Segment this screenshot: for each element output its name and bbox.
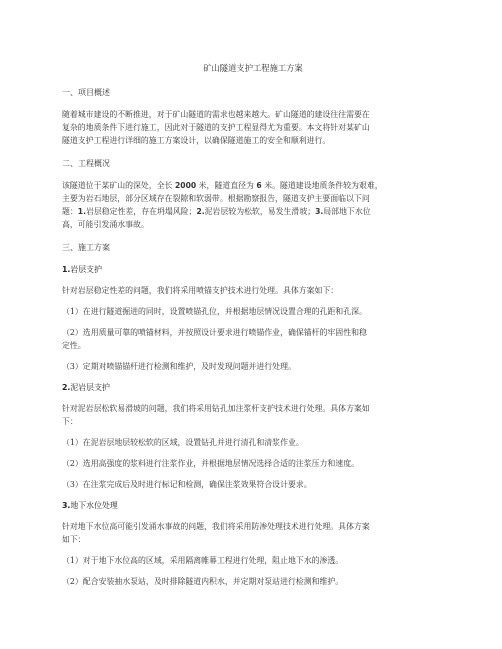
mudstone-item-1: （1）在泥岩层地层较松软的区域，设置钻孔并进行清孔和清浆作业。 — [62, 438, 304, 447]
problem-3-num: 3. — [315, 207, 324, 216]
tunnel-length-value: 2000 — [175, 181, 197, 190]
engineering-line-3 — [62, 205, 444, 218]
subsection-num-mudstone: 2. — [62, 383, 71, 392]
rock-intro: 针对岩层稳定性差的问题，我们将采用喷锚支护技术进行处理。具体方案如下： — [62, 286, 339, 295]
overview-line-2: 复杂的地质条件下进行施工，因此对于隧道的支护工程显得尤为重要。本文将针对某矿山 — [62, 123, 370, 132]
engineering-line-1 — [62, 179, 444, 192]
engineering-paragraph — [62, 179, 444, 231]
mudstone-intro-line-2: 下： — [62, 417, 78, 426]
groundwater-intro — [62, 520, 444, 546]
subsection-title-mudstone: 泥岩层支护 — [70, 383, 110, 392]
engineering-text-b: 米，隧道直径为 — [198, 181, 254, 190]
mudstone-item-3: （3）在注浆完成后及时进行标记和检测，确保注浆效果符合设计要求。 — [62, 480, 312, 489]
groundwater-intro-line-2: 如下： — [62, 535, 86, 544]
groundwater-intro-line-1: 针对地下水位高可能引发涌水事故的问题，我们将采用防渗处理技术进行处理。具体方案 — [62, 522, 370, 531]
subsection-title-rock: 岩层支护 — [70, 265, 102, 274]
mudstone-item-2: （2）选用高强度的浆料进行注浆作业，并根据地层情况选择合适的注浆压力和速度。 — [62, 459, 359, 468]
subsection-num-rock: 1. — [62, 265, 71, 274]
engineering-line-4: 高，可能引发涌水事故。 — [62, 220, 149, 229]
groundwater-item-2: （2）配合安装抽水泵站，及时排除隧道内积水，并定期对泵站进行检测和维护。 — [62, 577, 344, 586]
engineering-line-2: 主要为岩石地层，部分区域存在裂隙和软弱带。根据勘察报告，隧道支护主要面临以下问 — [62, 194, 370, 203]
section-heading-overview: 一、项目概述 — [62, 88, 110, 97]
rock-item-2 — [62, 326, 444, 352]
rock-item-2-line-1: （2）选用质量可靠的喷锚材料，并按照设计要求进行喷锚作业，确保锚杆的牢固性和稳 — [62, 328, 367, 337]
overview-paragraph — [62, 108, 444, 147]
groundwater-item-1: （1）对于地下水位高的区域，采用隔离帷幕工程进行处理，阻止地下水的渗透。 — [62, 556, 344, 565]
section-heading-engineering: 二、工程概况 — [62, 159, 110, 168]
problem-2-num: 2. — [196, 207, 205, 216]
subsection-heading-mudstone — [62, 381, 444, 394]
engineering-text-a: 该隧道位于某矿山的深处，全长 — [62, 181, 173, 190]
subsection-heading-rock — [62, 263, 444, 276]
overview-line-1: 随着城市建设的不断推进，对于矿山隧道的需求也越来越大。矿山隧道的建设往往需要在 — [62, 110, 370, 119]
overview-line-3: 隧道支护工程进行详细的施工方案设计，以确保隧道施工的安全和顺利进行。 — [62, 136, 331, 145]
problem-3-text: 局部地下水位 — [323, 207, 371, 216]
problem-2-text: 泥岩层较为松软，易发生滑坡； — [204, 207, 316, 216]
rock-item-3: （3）定期对喷锚锚杆进行检测和维护，及时发现问题并进行处理。 — [62, 362, 296, 371]
document-title: 矿山隧道支护工程施工方案 — [203, 63, 303, 73]
tunnel-diameter-value: 6 — [256, 181, 262, 190]
mudstone-intro-line-1: 针对泥岩层松软易滑坡的问题，我们将采用钻孔加注浆杆支护技术进行处理。具体方案如 — [62, 404, 370, 413]
engineering-text-c: 米。隧道建设地质条件较为艰难， — [264, 181, 383, 190]
section-heading-construction: 三、施工方案 — [62, 243, 110, 252]
rock-item-1: （1）在进行隧道掘进的同时，设置喷锚孔位，并根据地层情况设置合理的孔距和孔深。 — [62, 307, 367, 316]
problem-1-num: 1. — [77, 207, 86, 216]
subsection-heading-groundwater — [62, 499, 444, 512]
engineering-problems-lead: 题： — [62, 207, 78, 216]
mudstone-intro — [62, 402, 444, 428]
problem-1-text: 岩层稳定性差，存在坍塌风险； — [85, 207, 197, 216]
subsection-num-groundwater: 3. — [62, 501, 71, 510]
rock-item-2-line-2: 定性。 — [62, 341, 86, 350]
subsection-title-groundwater: 地下水位处理 — [70, 501, 118, 510]
